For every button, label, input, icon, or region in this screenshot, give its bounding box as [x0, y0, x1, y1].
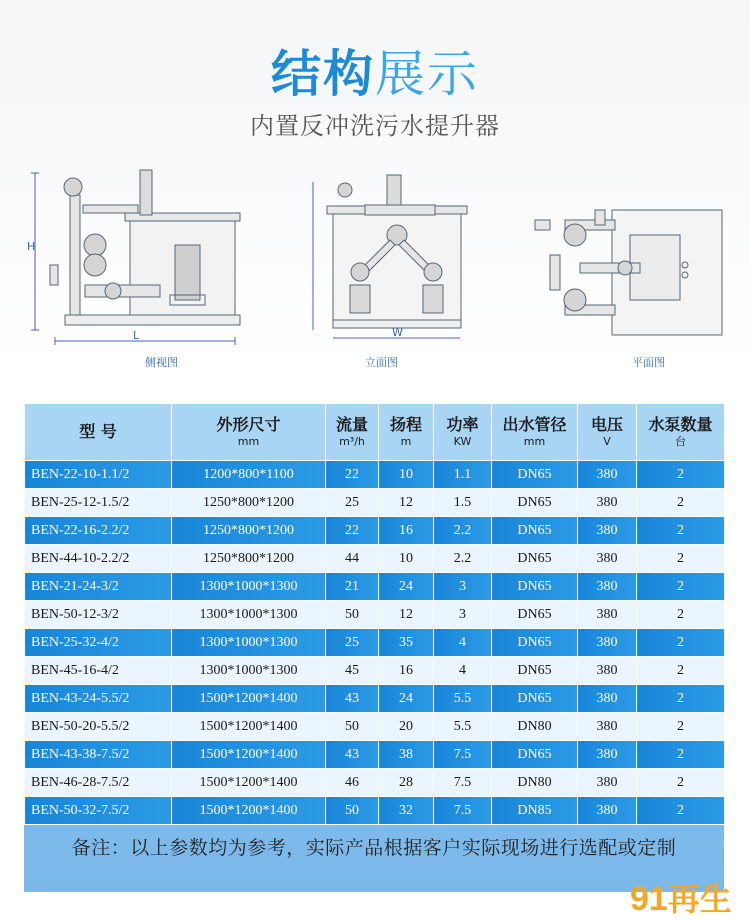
table-cell: 43	[326, 685, 379, 713]
table-cell: 28	[379, 769, 434, 797]
table-cell: 1300*1000*1300	[172, 657, 326, 685]
table-cell: 2	[637, 601, 725, 629]
table-cell: 44	[326, 545, 379, 573]
column-header	[25, 404, 172, 461]
side-view-drawing	[25, 165, 250, 355]
table-cell: BEN-43-38-7.5/2	[25, 741, 172, 769]
table-cell: 4	[434, 629, 492, 657]
table-row	[25, 685, 725, 713]
table-cell: 2	[637, 629, 725, 657]
table-cell: 380	[578, 545, 637, 573]
table-cell: 380	[578, 489, 637, 517]
table-cell: 1500*1200*1400	[172, 685, 326, 713]
table-cell: 1500*1200*1400	[172, 741, 326, 769]
table-cell: 2	[637, 545, 725, 573]
table-cell: 380	[578, 573, 637, 601]
dim-h-label: H	[27, 240, 36, 253]
column-header-label: 外形尺寸	[216, 415, 281, 434]
table-cell: 380	[578, 797, 637, 825]
table-cell: 380	[578, 769, 637, 797]
table-cell: 380	[578, 601, 637, 629]
table-cell: DN65	[492, 685, 578, 713]
table-cell: 43	[326, 741, 379, 769]
column-header	[379, 404, 434, 461]
table-cell: DN65	[492, 489, 578, 517]
table-cell: 32	[379, 797, 434, 825]
table-cell: 380	[578, 517, 637, 545]
table-cell: 7.5	[434, 769, 492, 797]
table-cell: 3	[434, 573, 492, 601]
table-cell: 16	[379, 517, 434, 545]
table-cell: 2	[637, 461, 725, 489]
table-cell: BEN-22-16-2.2/2	[25, 517, 172, 545]
table-cell: DN65	[492, 741, 578, 769]
table-cell: DN80	[492, 713, 578, 741]
page-title	[0, 34, 750, 106]
column-header-unit: KW	[453, 435, 472, 448]
column-header-unit: m	[400, 435, 412, 448]
front-view-drawing	[305, 170, 475, 350]
plan-view-drawing	[530, 195, 730, 345]
table-cell: 2	[637, 741, 725, 769]
column-header	[637, 404, 725, 461]
table-cell: 2	[637, 769, 725, 797]
table-cell: BEN-45-16-4/2	[25, 657, 172, 685]
plan-view-caption: 平面图	[632, 356, 665, 369]
spec-table-panel	[24, 403, 724, 892]
brand-logo	[630, 874, 732, 920]
table-cell: 50	[326, 713, 379, 741]
table-cell: 1500*1200*1400	[172, 713, 326, 741]
table-cell: BEN-50-32-7.5/2	[25, 797, 172, 825]
table-cell: DN65	[492, 461, 578, 489]
column-header	[578, 404, 637, 461]
table-body	[25, 461, 725, 825]
column-header-unit: V	[603, 435, 611, 448]
table-cell: BEN-43-24-5.5/2	[25, 685, 172, 713]
table-cell: 1200*800*1100	[172, 461, 326, 489]
table-cell: BEN-25-12-1.5/2	[25, 489, 172, 517]
table-cell: 25	[326, 489, 379, 517]
table-cell: 45	[326, 657, 379, 685]
title-light: 展示	[375, 45, 479, 103]
table-cell: 380	[578, 713, 637, 741]
column-header-label: 流量	[335, 415, 368, 434]
table-row	[25, 629, 725, 657]
column-header-unit: mm	[523, 435, 546, 448]
column-header-unit: mm	[237, 435, 260, 448]
table-row	[25, 797, 725, 825]
table-note: 备注：以上参数均为参考，实际产品根据客户实际现场进行选配或定制	[71, 837, 677, 859]
table-cell: 1300*1000*1300	[172, 629, 326, 657]
table-cell: 50	[326, 797, 379, 825]
table-cell: 3	[434, 601, 492, 629]
table-cell: DN65	[492, 573, 578, 601]
front-view-caption: 立面图	[365, 356, 398, 369]
column-header-label: 出水管径	[502, 415, 567, 434]
table-cell: DN65	[492, 629, 578, 657]
table-cell: BEN-46-28-7.5/2	[25, 769, 172, 797]
table-cell: 10	[379, 461, 434, 489]
table-cell: 35	[379, 629, 434, 657]
table-header-row	[25, 404, 725, 461]
table-cell: 1.5	[434, 489, 492, 517]
table-cell: BEN-22-10-1.1/2	[25, 461, 172, 489]
table-cell: DN80	[492, 769, 578, 797]
table-row	[25, 573, 725, 601]
dim-l-label: L	[133, 329, 140, 342]
table-cell: DN65	[492, 545, 578, 573]
table-row	[25, 657, 725, 685]
table-cell: BEN-44-10-2.2/2	[25, 545, 172, 573]
table-cell: 21	[326, 573, 379, 601]
table-cell: 7.5	[434, 797, 492, 825]
table-cell: 2	[637, 797, 725, 825]
table-cell: 5.5	[434, 713, 492, 741]
table-cell: 1500*1200*1400	[172, 769, 326, 797]
table-cell: 2	[637, 517, 725, 545]
table-cell: 10	[379, 545, 434, 573]
table-cell: 380	[578, 461, 637, 489]
table-row	[25, 713, 725, 741]
table-cell: 1250*800*1200	[172, 545, 326, 573]
table-row	[25, 489, 725, 517]
table-cell: 2	[637, 685, 725, 713]
table-cell: 1.1	[434, 461, 492, 489]
column-header	[434, 404, 492, 461]
dim-w-label: W	[392, 326, 403, 339]
table-cell: 1300*1000*1300	[172, 573, 326, 601]
table-row	[25, 545, 725, 573]
table-cell: 12	[379, 489, 434, 517]
table-cell: 4	[434, 657, 492, 685]
table-row	[25, 461, 725, 489]
table-cell: 7.5	[434, 741, 492, 769]
table-cell: BEN-25-32-4/2	[25, 629, 172, 657]
column-header-unit: 台	[675, 435, 686, 448]
table-cell: 22	[326, 461, 379, 489]
column-header	[326, 404, 379, 461]
table-row	[25, 517, 725, 545]
table-cell: 2.2	[434, 517, 492, 545]
spec-table	[24, 403, 725, 825]
table-cell: 2	[637, 657, 725, 685]
table-cell: BEN-50-12-3/2	[25, 601, 172, 629]
table-cell: 2	[637, 573, 725, 601]
logo-number: 91	[630, 880, 668, 918]
table-cell: 2	[637, 713, 725, 741]
logo-name: 再生	[667, 881, 732, 917]
column-header	[172, 404, 326, 461]
column-header-label: 水泵数量	[648, 415, 713, 434]
table-cell: 1250*800*1200	[172, 517, 326, 545]
table-cell: BEN-21-24-3/2	[25, 573, 172, 601]
column-header	[492, 404, 578, 461]
table-cell: 2.2	[434, 545, 492, 573]
table-cell: 380	[578, 657, 637, 685]
table-cell: DN85	[492, 797, 578, 825]
column-header-label: 功率	[446, 415, 479, 434]
table-cell: DN65	[492, 601, 578, 629]
table-cell: 16	[379, 657, 434, 685]
table-cell: BEN-50-20-5.5/2	[25, 713, 172, 741]
table-row	[25, 601, 725, 629]
column-header-unit: m³/h	[339, 435, 365, 448]
table-cell: 1250*800*1200	[172, 489, 326, 517]
table-cell: 24	[379, 573, 434, 601]
table-cell: 20	[379, 713, 434, 741]
column-header-label: 型 号	[79, 422, 117, 441]
table-cell: 24	[379, 685, 434, 713]
table-cell: 46	[326, 769, 379, 797]
title-bold: 结构	[271, 45, 375, 103]
table-cell: 38	[379, 741, 434, 769]
table-cell: DN65	[492, 657, 578, 685]
table-cell: 380	[578, 629, 637, 657]
page-subtitle: 内置反冲洗污水提升器	[250, 112, 500, 140]
table-cell: 1500*1200*1400	[172, 797, 326, 825]
table-cell: 380	[578, 741, 637, 769]
table-cell: DN65	[492, 517, 578, 545]
column-header-label: 电压	[590, 415, 623, 434]
side-view-caption: 侧视图	[145, 356, 178, 369]
table-cell: 12	[379, 601, 434, 629]
column-header-label: 扬程	[389, 415, 422, 434]
table-cell: 5.5	[434, 685, 492, 713]
table-cell: 2	[637, 489, 725, 517]
table-row	[25, 741, 725, 769]
table-cell: 50	[326, 601, 379, 629]
table-row	[25, 769, 725, 797]
table-cell: 380	[578, 685, 637, 713]
table-cell: 22	[326, 517, 379, 545]
table-cell: 1300*1000*1300	[172, 601, 326, 629]
table-cell: 25	[326, 629, 379, 657]
